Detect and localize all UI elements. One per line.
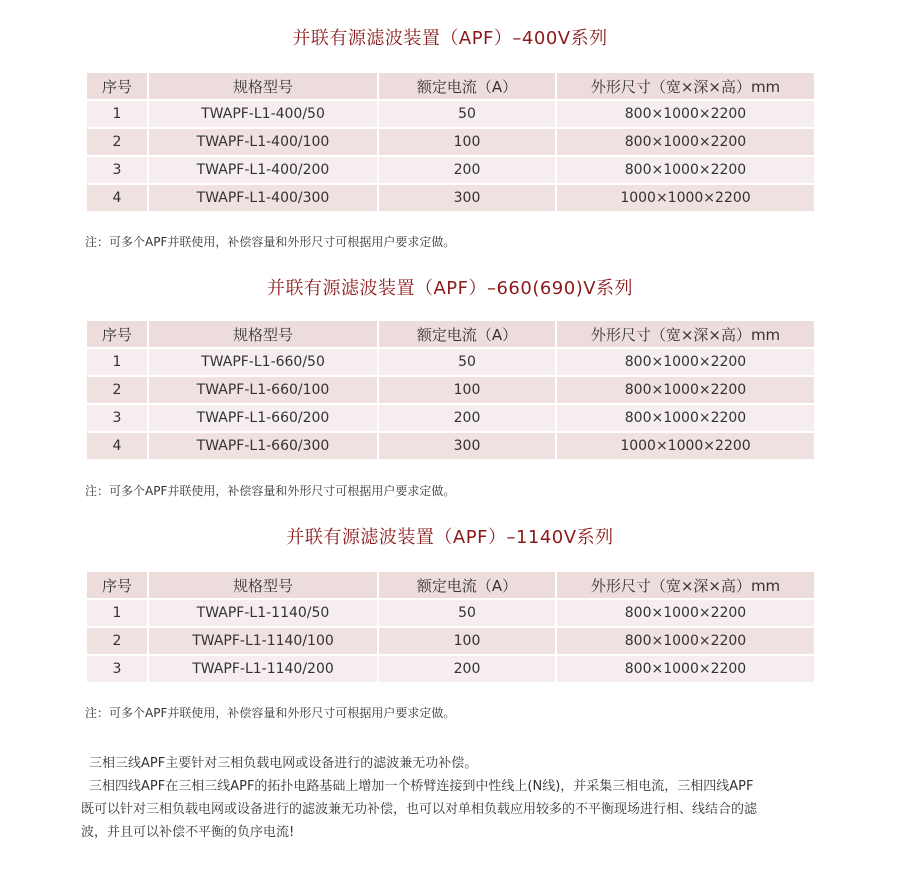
cell-dimensions: 1000×1000×2200 [557, 185, 816, 213]
cell-model: TWAPF-L1-1140/100 [149, 628, 379, 656]
cell-current: 300 [379, 185, 557, 213]
cell-model: TWAPF-L1-660/50 [149, 349, 379, 377]
header-index: 序号 [87, 321, 149, 349]
cell-dimensions: 800×1000×2200 [557, 656, 816, 684]
header-index: 序号 [87, 73, 149, 101]
cell-current: 50 [379, 101, 557, 129]
table-row [87, 377, 816, 405]
section-title-1140v: 并联有源滤波装置（APF）–1140V系列 [286, 527, 614, 548]
cell-current: 100 [379, 628, 557, 656]
cell-index: 3 [87, 157, 149, 185]
cell-index: 1 [87, 349, 149, 377]
cell-current: 100 [379, 377, 557, 405]
cell-dimensions: 800×1000×2200 [557, 405, 816, 433]
cell-index: 2 [87, 628, 149, 656]
cell-dimensions: 800×1000×2200 [557, 129, 816, 157]
header-model: 规格型号 [149, 321, 379, 349]
description-para-2-line-2: 既可以针对三相负载电网或设备进行的滤波兼无功补偿，也可以对单相负载应用较多的不平衡现场进行相、线结合的滤 [81, 802, 758, 817]
header-dimensions: 外形尺寸（宽×深×高）mm [557, 321, 816, 349]
spec-table-660v [87, 321, 816, 461]
header-current: 额定电流（A） [379, 73, 557, 101]
spec-table-400v [87, 73, 816, 213]
note-400v: 注：可多个APF并联使用，补偿容量和外形尺寸可根据用户要求定做。 [85, 235, 456, 249]
cell-dimensions: 800×1000×2200 [557, 349, 816, 377]
cell-model: TWAPF-L1-400/200 [149, 157, 379, 185]
table-row [87, 600, 816, 628]
cell-index: 1 [87, 600, 149, 628]
header-current: 额定电流（A） [379, 321, 557, 349]
cell-dimensions: 800×1000×2200 [557, 101, 816, 129]
section-title-400v: 并联有源滤波装置（APF）–400V系列 [292, 28, 608, 49]
header-dimensions: 外形尺寸（宽×深×高）mm [557, 73, 816, 101]
cell-index: 4 [87, 433, 149, 461]
cell-current: 300 [379, 433, 557, 461]
table-row [87, 101, 816, 129]
table-row [87, 405, 816, 433]
table-row [87, 185, 816, 213]
cell-model: TWAPF-L1-1140/200 [149, 656, 379, 684]
cell-index: 1 [87, 101, 149, 129]
note-1140v: 注：可多个APF并联使用，补偿容量和外形尺寸可根据用户要求定做。 [85, 706, 456, 720]
table-row [87, 656, 816, 684]
table-row [87, 157, 816, 185]
cell-model: TWAPF-L1-400/100 [149, 129, 379, 157]
cell-model: TWAPF-L1-660/100 [149, 377, 379, 405]
cell-dimensions: 800×1000×2200 [557, 600, 816, 628]
section-title-660v: 并联有源滤波装置（APF）–660(690)V系列 [266, 278, 634, 299]
header-dimensions: 外形尺寸（宽×深×高）mm [557, 572, 816, 600]
cell-dimensions: 800×1000×2200 [557, 157, 816, 185]
cell-dimensions: 800×1000×2200 [557, 628, 816, 656]
note-660v: 注：可多个APF并联使用，补偿容量和外形尺寸可根据用户要求定做。 [85, 484, 456, 498]
cell-current: 200 [379, 157, 557, 185]
cell-index: 4 [87, 185, 149, 213]
description-para-2-line-1: 三相四线APF在三相三线APF的拓扑电路基础上增加一个桥臂连接到中性线上(N线)，并采集三相电流，三相四线APF [89, 779, 754, 794]
table-row [87, 433, 816, 461]
cell-model: TWAPF-L1-660/200 [149, 405, 379, 433]
cell-dimensions: 1000×1000×2200 [557, 433, 816, 461]
header-model: 规格型号 [149, 572, 379, 600]
cell-current: 50 [379, 600, 557, 628]
table-header-row [87, 73, 816, 101]
cell-dimensions: 800×1000×2200 [557, 377, 816, 405]
table-row [87, 129, 816, 157]
description-para-2-line-3: 波，并且可以补偿不平衡的负序电流! [81, 825, 295, 840]
spec-table-1140v [87, 572, 816, 684]
table-header-row [87, 572, 816, 600]
table-row [87, 349, 816, 377]
cell-index: 2 [87, 377, 149, 405]
cell-model: TWAPF-L1-1140/50 [149, 600, 379, 628]
cell-model: TWAPF-L1-400/300 [149, 185, 379, 213]
cell-current: 100 [379, 129, 557, 157]
table-row [87, 628, 816, 656]
cell-model: TWAPF-L1-660/300 [149, 433, 379, 461]
header-current: 额定电流（A） [379, 572, 557, 600]
description [81, 752, 861, 844]
table-header-row [87, 321, 816, 349]
header-model: 规格型号 [149, 73, 379, 101]
cell-current: 50 [379, 349, 557, 377]
cell-index: 2 [87, 129, 149, 157]
cell-index: 3 [87, 405, 149, 433]
description-para-1: 三相三线APF主要针对三相负载电网或设备进行的滤波兼无功补偿。 [89, 756, 478, 771]
cell-model: TWAPF-L1-400/50 [149, 101, 379, 129]
header-index: 序号 [87, 572, 149, 600]
cell-current: 200 [379, 405, 557, 433]
cell-index: 3 [87, 656, 149, 684]
cell-current: 200 [379, 656, 557, 684]
